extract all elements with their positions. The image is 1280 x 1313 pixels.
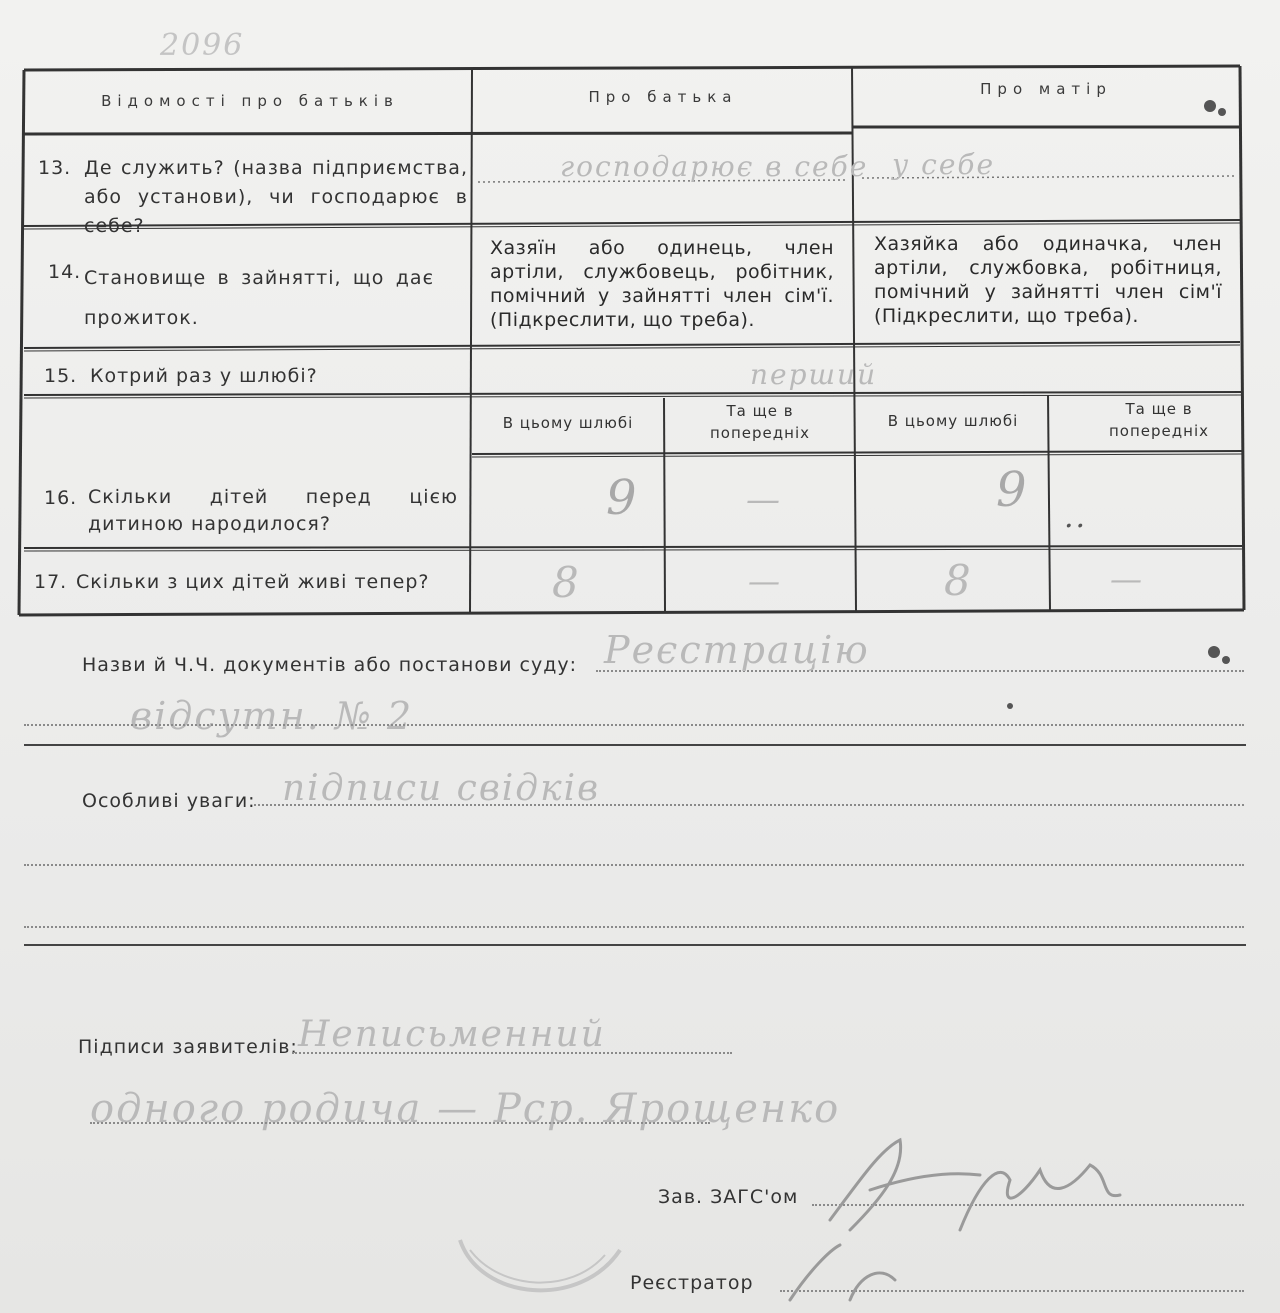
- q17-number: 17.: [34, 571, 68, 593]
- zags-head-signature: [830, 1140, 1120, 1230]
- q14-mother-options: Хазяйка або одиначка, член артіли, службовка, робітниця, помічний у зайнятті член сім'ї (Підкреслити, що треба).: [874, 233, 1222, 327]
- header-about-mother: Про матір: [980, 80, 1112, 98]
- q17-mother-prev: —: [1110, 560, 1144, 598]
- remarks-value: підписи свідків: [282, 768, 601, 809]
- q15-question: Котрий раз у шлюбі?: [90, 365, 318, 387]
- documents-value-line2: відсутн. № 2: [130, 694, 414, 738]
- q17-question: Скільки з цих дітей живі тепер?: [76, 571, 430, 593]
- q16-mother-this: 9: [996, 462, 1029, 518]
- registrar-label: Реєстратор: [630, 1272, 754, 1294]
- signatures-label: Підписи заявителів:: [78, 1036, 298, 1058]
- remarks-label: Особливі уваги:: [82, 790, 256, 812]
- signatures-line2: одного родича — Рср. Ярощенко: [90, 1086, 841, 1132]
- q14-question: Становище в зайнятті, що дає прожиток.: [84, 267, 434, 329]
- q13-father-answer: господарює в себе: [560, 150, 869, 183]
- subheader-this-marriage-mother: В цьому шлюбі: [887, 412, 1019, 430]
- form-number: 2096: [160, 28, 245, 63]
- documents-label: Назви й Ч.Ч. документів або постанови суду:: [82, 654, 578, 676]
- subheader-previous-father: Та ще в попередніх: [710, 402, 810, 442]
- ink-specks: [1007, 100, 1230, 709]
- q16-question: Скільки дітей перед цією дитиною народилося?: [88, 486, 458, 535]
- header-parents-info: Відомості про батьків: [101, 92, 399, 110]
- q14-number: 14.: [48, 261, 82, 283]
- zags-head-label: Зав. ЗАГС'ом: [658, 1186, 799, 1208]
- q13-mother-answer: у себе: [892, 148, 996, 181]
- documents-value-line1: Реєстрацію: [604, 628, 870, 672]
- q15-number: 15.: [44, 365, 78, 387]
- q17-mother-this: 8: [944, 556, 973, 605]
- q16-father-prev: —: [746, 480, 782, 520]
- subheader-this-marriage-father: В цьому шлюбі: [502, 414, 634, 432]
- signatures-line1: Неписьменний: [298, 1014, 606, 1055]
- faded-stamp: [460, 1240, 620, 1290]
- q16-number: 16.: [44, 487, 78, 509]
- q16-mother-prev: ..: [1064, 500, 1088, 535]
- registrar-signature: [790, 1245, 895, 1300]
- q13-number: 13.: [38, 157, 72, 179]
- q14-father-options: Хазяїн або одинець, член артіли, службовець, робітник, помічний у зайнятті член сім'ї. (Підкреслити, що треба).: [490, 237, 834, 331]
- q13-question: Де служить? (назва підприємства, або установи), чи господарює в себе?: [84, 157, 468, 237]
- q15-answer: перший: [750, 358, 878, 391]
- subheader-previous-mother: Та ще в попередніх: [1109, 400, 1209, 440]
- header-about-father: Про батька: [588, 88, 738, 106]
- q17-father-this: 8: [552, 558, 581, 607]
- q17-father-prev: —: [748, 562, 782, 600]
- q16-father-this: 9: [606, 470, 639, 526]
